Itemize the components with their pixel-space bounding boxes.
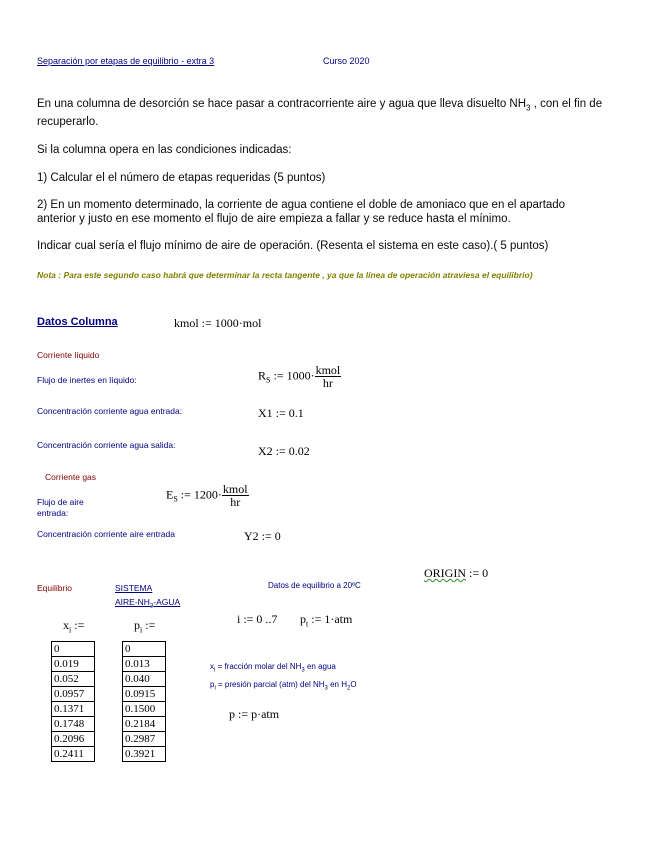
x-values-table — [51, 641, 95, 762]
x-value-cell: 0.2096 — [52, 732, 95, 747]
p-value-cell: 0.040 — [123, 672, 166, 687]
question-1: 1) Calcular el el número de etapas requeridas (5 puntos) — [37, 172, 326, 184]
system-formula — [115, 597, 180, 613]
p-value-row — [123, 657, 166, 672]
x-value-cell: 0.052 — [52, 672, 95, 687]
rs-den: hr — [322, 376, 333, 390]
p-value-row — [123, 642, 166, 657]
def-x-sub2: 3 — [301, 667, 305, 674]
gas-heading: Corriente gas — [45, 472, 97, 482]
x-header — [63, 618, 84, 634]
x-definition — [210, 662, 336, 674]
def-p-a: p — [210, 680, 215, 689]
es-mid: := 1200· — [177, 487, 222, 502]
def-p-c: en H — [327, 680, 347, 689]
system-formula-sub: 3 — [149, 603, 154, 610]
range-definition: i := 0 ..7 — [237, 612, 278, 626]
x-value-cell: 0.1371 — [52, 702, 95, 717]
system-formula-a: AIRE-NH — [115, 597, 150, 607]
system-formula-b: -AGUA — [153, 597, 181, 607]
pt-definition — [300, 612, 352, 628]
course-label: Curso 2020 — [323, 56, 370, 66]
es-den: hr — [230, 495, 241, 509]
es-label: Flujo de aire entrada: — [37, 497, 84, 518]
x1-expression: X1 := 0.1 — [258, 406, 304, 420]
p-header — [134, 618, 155, 634]
x-value-row — [52, 747, 95, 762]
p-header-assign: := — [142, 618, 156, 632]
x2-label: Concentración corriente agua salida: — [37, 440, 176, 450]
p-value-cell: 0.2987 — [123, 732, 166, 747]
p-header-letter: p — [134, 618, 140, 632]
note: Nota : Para este segundo caso habrá que determinar la recta tangente , ya que la línea de operación atraviesa el equilibrio) — [37, 270, 533, 280]
p-value-row — [123, 687, 166, 702]
document-title: Separación por etapas de equilibrio - extra 3 — [37, 56, 215, 66]
question-2: 2) En un momento determinado, la corriente de agua contiene el doble de amoniaco que en el apartado anterior y justo en ese momento el flujo de aire empieza a fallar y se reduce hasta el mínimo. — [37, 199, 566, 225]
x2-expression: X2 := 0.02 — [258, 444, 310, 458]
intro-text-a: En una columna de desorción se hace pasar a contracorriente aire y agua que lleva disuelto NH — [37, 98, 527, 110]
p-definition — [210, 680, 357, 692]
x-value-cell: 0.019 — [52, 657, 95, 672]
def-x-c: en agua — [304, 662, 336, 671]
es-expression — [166, 483, 249, 508]
x-value-cell: 0.0957 — [52, 687, 95, 702]
def-x-a: x — [210, 662, 214, 671]
x-value-row — [52, 657, 95, 672]
rs-num: kmol — [315, 363, 341, 377]
p-value-cell: 0.0915 — [123, 687, 166, 702]
def-p-b: = presión parcial (atm) del NH — [215, 680, 325, 689]
x-header-sub: i — [69, 625, 72, 635]
pt-rest: := 1·atm — [308, 612, 353, 626]
x-header-assign: := — [71, 618, 85, 632]
datos-heading: Datos Columna — [37, 316, 118, 328]
question-2-task: Indicar cual sería el flujo mínimo de aire de operación. (Resenta el sistema en este caso).( 5 puntos) — [37, 240, 549, 252]
document-header — [37, 56, 214, 66]
def-p-sub2: 3 — [324, 685, 328, 692]
p-value-cell: 0.013 — [123, 657, 166, 672]
y2-expression: Y2 := 0 — [244, 529, 281, 543]
p-value-cell: 0.1500 — [123, 702, 166, 717]
def-p-d: O — [350, 680, 357, 689]
rs-expression — [258, 364, 341, 389]
y2-label: Concentración corriente aire entrada — [37, 529, 175, 539]
intro-subscript: 3 — [526, 103, 531, 113]
rs-mid: := 1000· — [270, 368, 315, 383]
origin-definition — [424, 566, 488, 581]
es-num: kmol — [222, 482, 248, 496]
p-values-table — [122, 641, 166, 762]
def-p-sub: i — [214, 685, 216, 692]
rs-fraction — [315, 364, 342, 389]
def-x-sub: i — [214, 667, 216, 674]
kmol-definition: kmol := 1000·mol — [174, 316, 262, 330]
pt-sub: t — [306, 619, 309, 629]
rs-label: Flujo de inertes en líquido: — [37, 375, 137, 385]
x-value-row — [52, 672, 95, 687]
p-value-row — [123, 702, 166, 717]
origin-rest: := 0 — [466, 566, 489, 580]
p-value-row — [123, 717, 166, 732]
origin-name: ORIGIN — [424, 566, 466, 580]
x-value-row — [52, 717, 95, 732]
p-value-row — [123, 732, 166, 747]
sistema-text: SISTEMA — [115, 583, 153, 593]
x-value-cell: 0 — [52, 642, 95, 657]
liquid-heading: Corriente líquido — [37, 350, 100, 360]
p-value-row — [123, 747, 166, 762]
p-value-row — [123, 672, 166, 687]
p-header-sub: i — [140, 625, 143, 635]
rs-sub: S — [266, 375, 271, 385]
pt-lhs: p — [300, 612, 306, 626]
x-value-row — [52, 687, 95, 702]
x-header-letter: x — [63, 618, 69, 632]
datos-equilibrio-label: Datos de equilibrio a 20ºC — [268, 581, 361, 590]
es-lhs: E — [166, 487, 174, 502]
def-x-b: = fracción molar del NH — [215, 662, 302, 671]
es-fraction — [222, 483, 249, 508]
problem-intro — [37, 97, 607, 129]
def-p-sub3: 2 — [346, 685, 351, 692]
equilibrio-heading: Equilibrio — [37, 583, 72, 593]
p-units-definition: p := p·atm — [229, 707, 280, 721]
system-label — [115, 583, 180, 613]
x1-label: Concentración corriente agua entrada: — [37, 406, 183, 416]
x-value-row — [52, 732, 95, 747]
p-value-cell: 0.3921 — [123, 747, 166, 762]
x-value-row — [52, 642, 95, 657]
x-value-row — [52, 702, 95, 717]
problem-conditions: Si la columna opera en las condiciones indicadas: — [37, 144, 292, 156]
x-value-cell: 0.1748 — [52, 717, 95, 732]
p-value-cell: 0.2184 — [123, 717, 166, 732]
p-value-cell: 0 — [123, 642, 166, 657]
es-sub: S — [173, 494, 178, 504]
x-value-cell: 0.2411 — [52, 747, 95, 762]
rs-lhs: R — [258, 368, 267, 383]
intro-text-b: , con el fin de recuperarlo. — [37, 98, 603, 129]
